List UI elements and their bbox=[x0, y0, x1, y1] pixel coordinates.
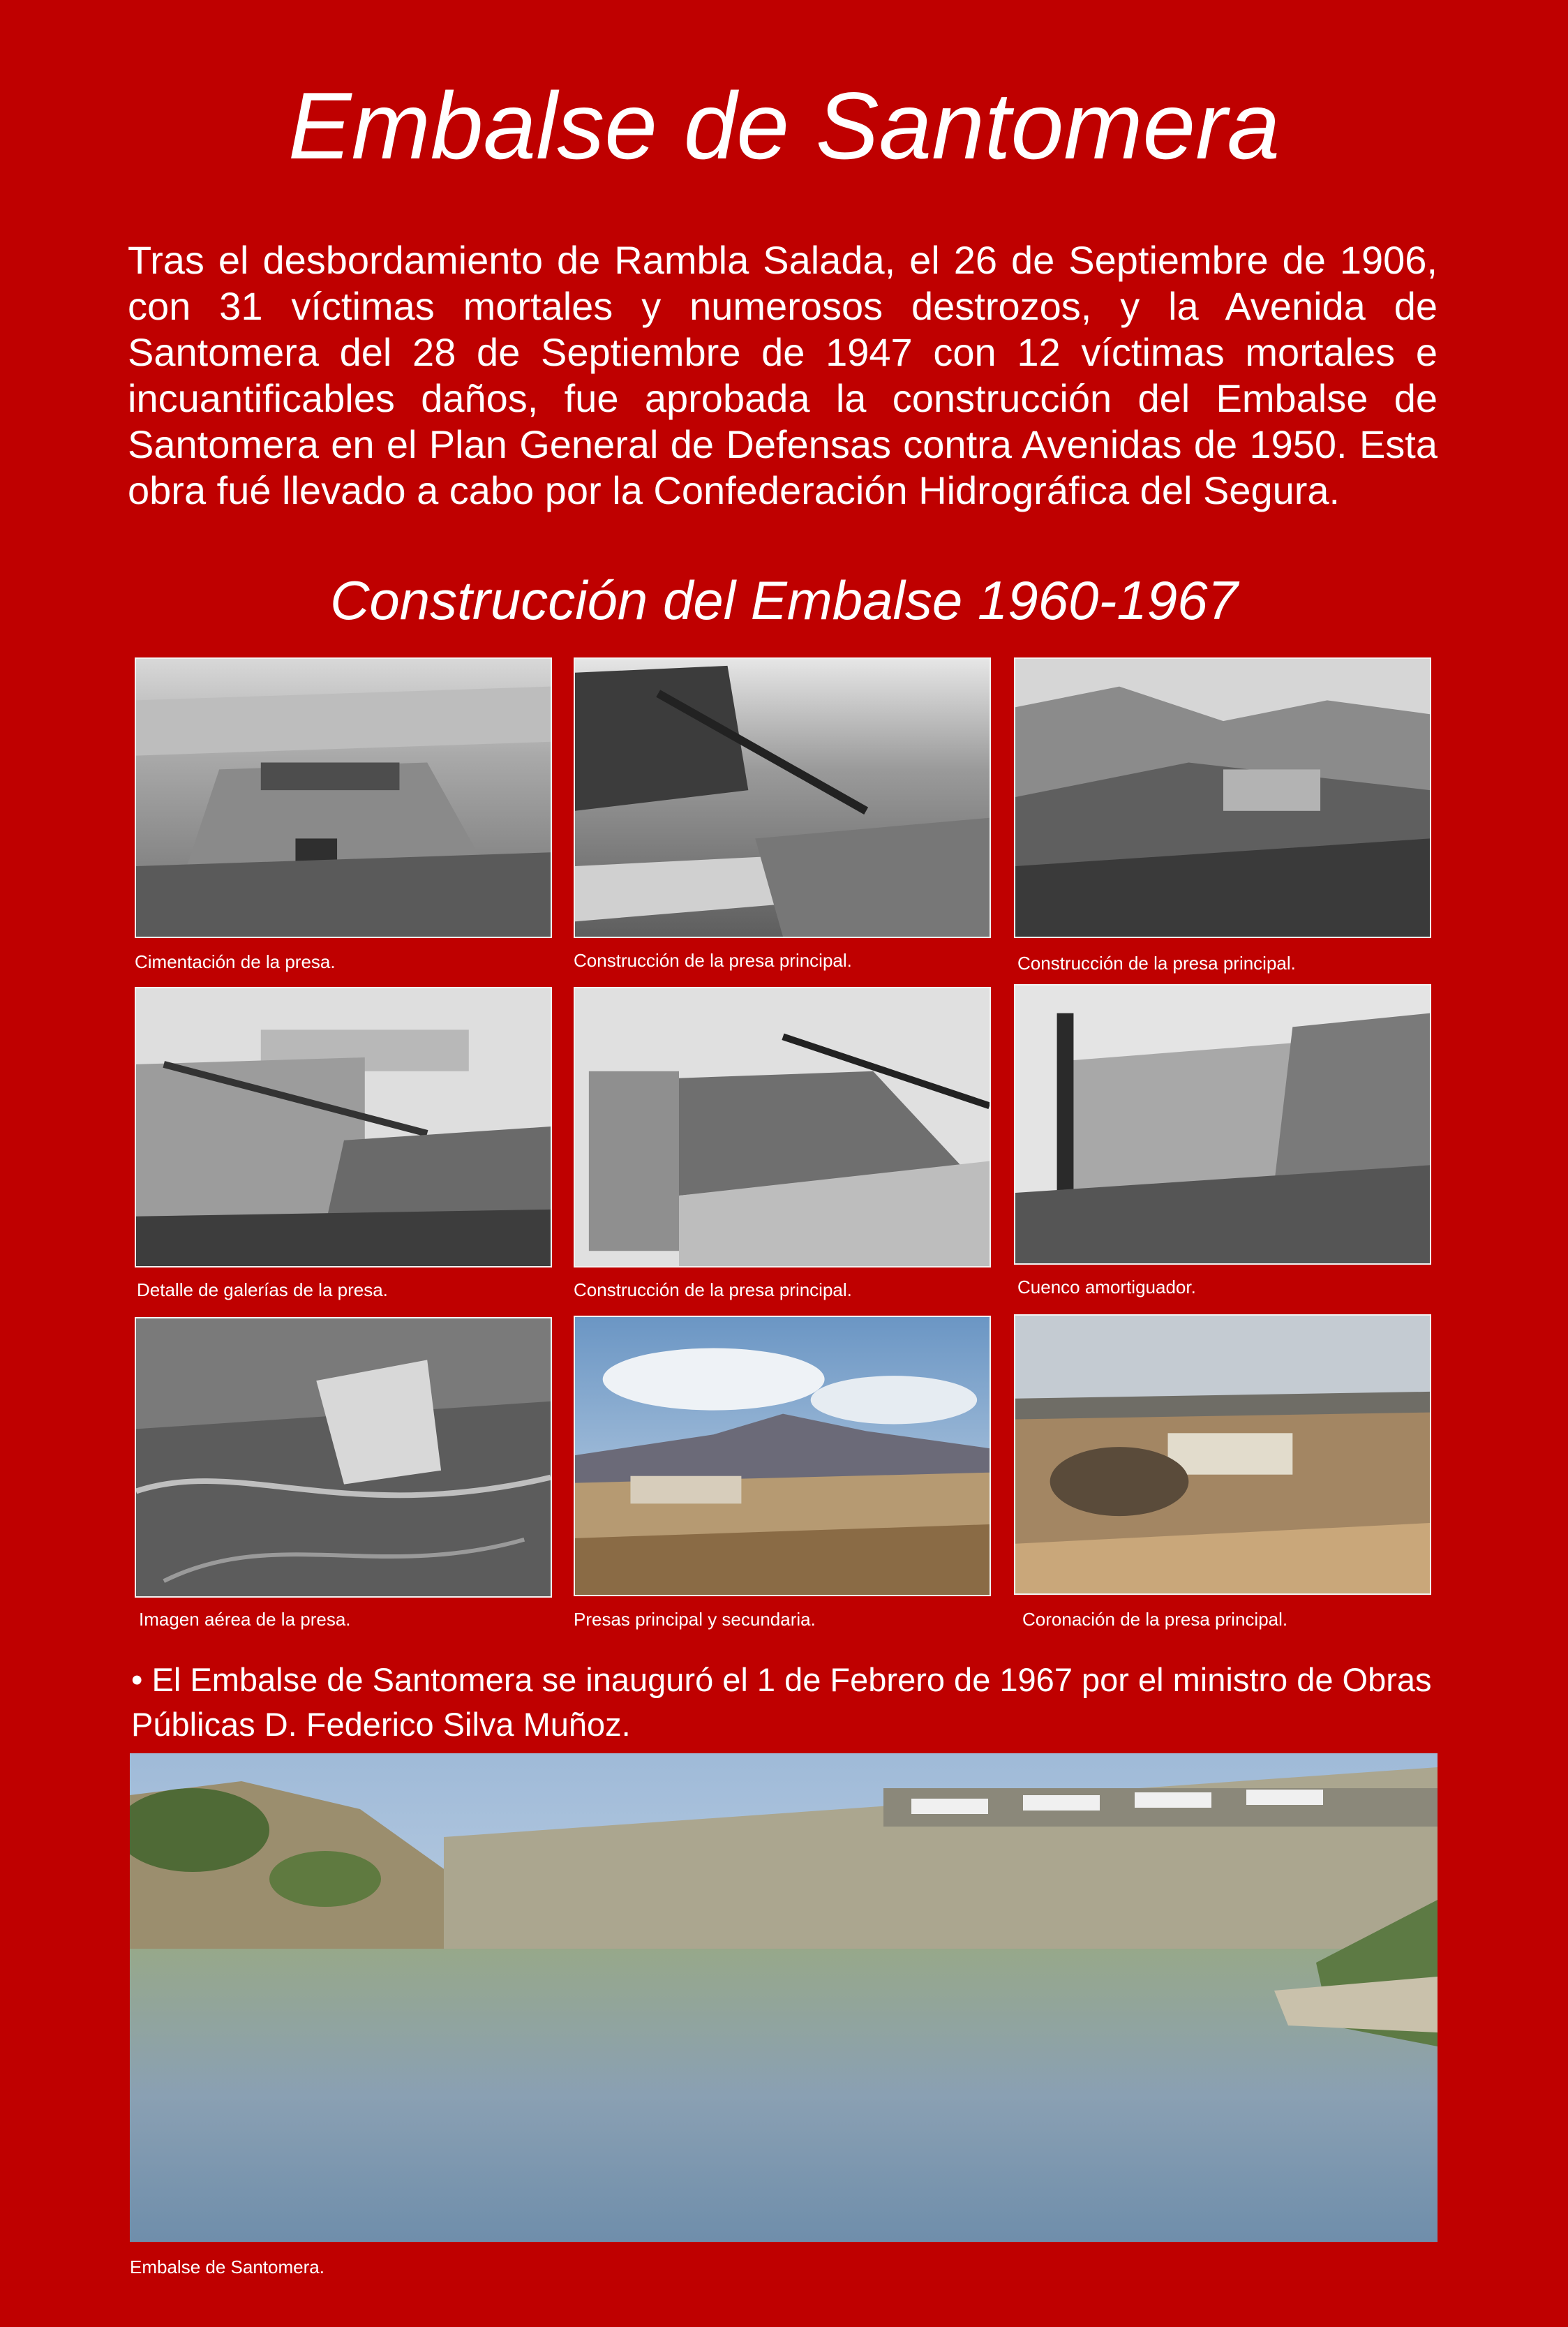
photo-dam-crest bbox=[1014, 1314, 1431, 1595]
main-photo-caption: Embalse de Santomera. bbox=[130, 2257, 324, 2277]
photo-gallery-detail bbox=[135, 987, 552, 1267]
intro-paragraph: Tras el desbordamiento de Rambla Salada, el 26 de Septiembre de 1906, con 31 víctimas mortales y numerosos destrozos, y la Avenida de Santomera del 28 de Septiembre de 1947 con 12 víctimas mortales e incuantificables daños, fue aprobada la construcción del Embalse de Santomera en el Plan General de Defensas contra Avenidas de 1950. Esta obra fué llevado a cabo por la Confederación Hidrográfica del Segura. bbox=[128, 238, 1438, 512]
photo-caption: Cimentación de la presa. bbox=[135, 951, 336, 972]
photo-caption: Coronación de la presa principal. bbox=[1022, 1609, 1288, 1630]
photo-main-secondary-dams bbox=[574, 1316, 991, 1596]
photo-reservoir bbox=[130, 1753, 1438, 2242]
page-title: Embalse de Santomera bbox=[288, 73, 1280, 179]
photo-caption: Construcción de la presa principal. bbox=[574, 950, 852, 971]
photo-aerial-view bbox=[135, 1317, 552, 1598]
inauguration-note: • El Embalse de Santomera se inauguró el 1 de Febrero de 1967 por el ministro de Obras Públicas D. Federico Silva Muñoz. bbox=[131, 1661, 1432, 1743]
section-subtitle: Construcción del Embalse 1960-1967 bbox=[330, 570, 1238, 631]
photo-foundation bbox=[135, 657, 552, 938]
photo-caption: Cuenco amortiguador. bbox=[1017, 1277, 1196, 1298]
photo-caption: Presas principal y secundaria. bbox=[574, 1609, 816, 1630]
photo-caption: Construcción de la presa principal. bbox=[574, 1279, 852, 1300]
photo-main-dam-landscape bbox=[1014, 657, 1431, 938]
photo-caption: Detalle de galerías de la presa. bbox=[137, 1279, 388, 1300]
photo-stilling-basin bbox=[1014, 984, 1431, 1265]
photo-main-dam-construction bbox=[574, 657, 991, 938]
photo-main-dam-walls bbox=[574, 987, 991, 1267]
photo-caption: Construcción de la presa principal. bbox=[1017, 953, 1296, 974]
photo-caption: Imagen aérea de la presa. bbox=[139, 1609, 351, 1630]
